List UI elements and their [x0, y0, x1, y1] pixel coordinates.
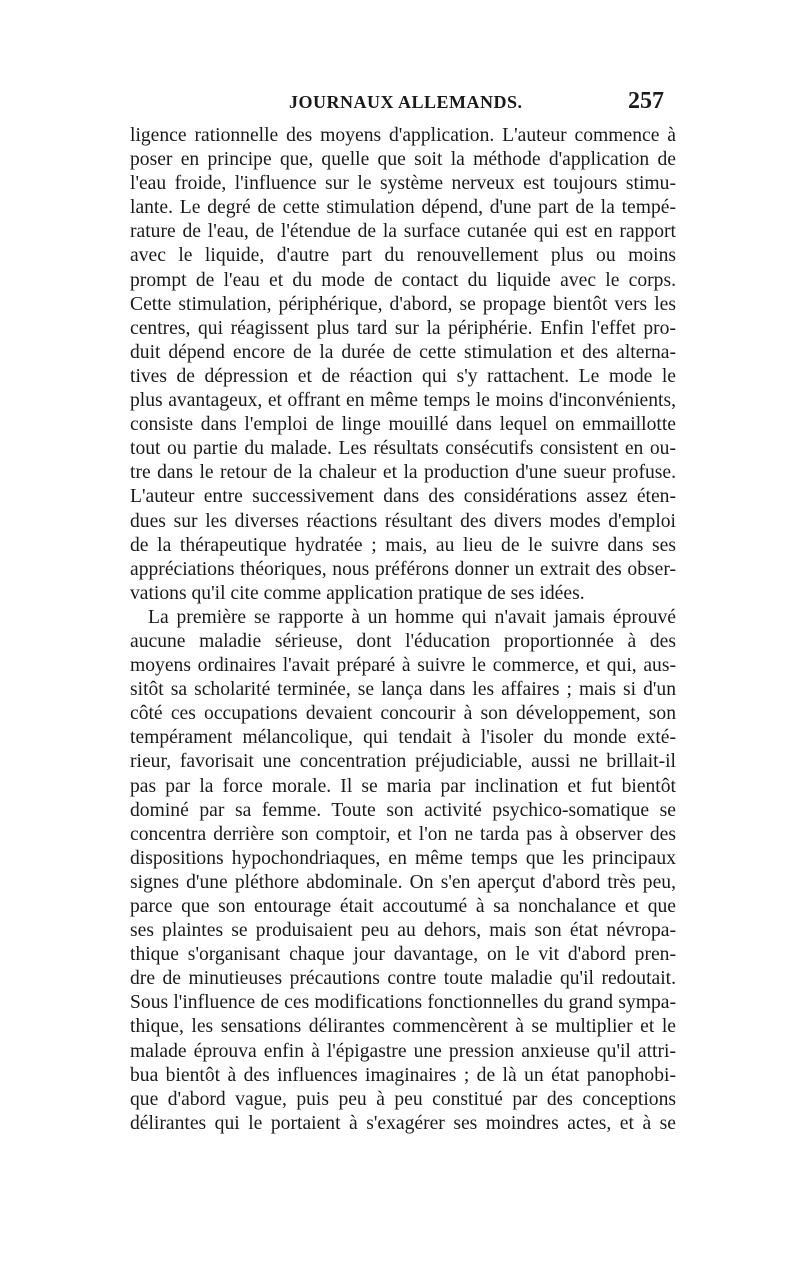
text-line: de la thérapeutique hydratée ; mais, au lieu de le suivre dans ses — [130, 534, 676, 556]
text-line: vations qu'il cite comme application pratique de ses idées. — [130, 582, 585, 604]
text-line: centres, qui réagissent plus tard sur la périphérie. Enfin l'effet pro- — [130, 317, 676, 339]
text-line: lante. Le degré de cette stimulation dépend, d'une part de la tempé- — [130, 197, 676, 219]
text-line: l'eau froide, l'influence sur le système nerveux est toujours stimu- — [130, 173, 676, 195]
text-line: rieur, favorisait une concentration préjudiciable, aussi ne brillait-il — [130, 751, 676, 773]
text-line: délirantes qui le portaient à s'exagérer ses moindres actes, et à se — [130, 1112, 676, 1134]
text-line: L'auteur entre successivement dans des considérations assez éten- — [130, 486, 676, 508]
text-line: côté ces occupations devaient concourir à son développement, son — [130, 703, 676, 725]
page-number: 257 — [628, 88, 664, 114]
text-line: tout ou partie du malade. Les résultats consécutifs consistent en ou- — [130, 438, 676, 460]
text-line: parce que son entourage était accoutumé à sa nonchalance et que — [130, 896, 676, 917]
paragraph-1 — [130, 124, 676, 606]
text-line: thique, les sensations délirantes commencèrent à se multiplier et le — [130, 1016, 676, 1038]
text-line: Sous l'influence de ces modifications fonctionnelles du grand sympa- — [130, 992, 676, 1014]
text-line: aucune maladie sérieuse, dont l'éducation proportionnée à des — [130, 630, 676, 652]
text-line: dues sur les diverses réactions résultant des divers modes d'emploi — [130, 510, 676, 532]
text-line: prompt de l'eau et du mode de contact du liquide avec le corps. — [130, 269, 676, 291]
text-line: rature de l'eau, de l'étendue de la surface cutanée qui est en rapport — [130, 221, 676, 243]
text-line: ligence rationnelle des moyens d'application. L'auteur commence à — [130, 125, 676, 146]
text-line: signes d'une pléthore abdominale. On s'en aperçut d'abord très peu, — [130, 871, 676, 893]
text-line: tives de dépression et de réaction qui s'y rattachent. Le mode le — [130, 365, 676, 387]
running-title: JOURNAUX ALLEMANDS. — [289, 92, 523, 112]
text-line: moyens ordinaires l'avait préparé à suivre le commerce, et qui, aus- — [130, 655, 676, 677]
text-line: duit dépend encore de la durée de cette stimulation et des alterna- — [130, 341, 676, 363]
text-line: concentra derrière son comptoir, et l'on ne tarda pas à observer des — [130, 823, 676, 845]
text-line: avec le liquide, d'autre part du renouvellement plus ou moins — [130, 245, 676, 267]
text-line: que d'abord vague, puis peu à peu constitué par des conceptions — [130, 1088, 676, 1110]
text-line: thique s'organisant chaque jour davantage, on le vit d'abord pren- — [130, 944, 676, 966]
text-line: tre dans le retour de la chaleur et la production d'une sueur profuse. — [130, 462, 676, 484]
text-line: Cette stimulation, périphérique, d'abord, se propage bientôt vers les — [130, 293, 676, 315]
text-line: pas par la force morale. Il se maria par inclination et fut bientôt — [130, 775, 676, 797]
text-line: dominé par sa femme. Toute son activité psychico-somatique se — [130, 799, 676, 821]
text-line: malade éprouva enfin à l'épigastre une pression anxieuse qu'il attri- — [130, 1040, 676, 1062]
text-line: dre de minutieuses précautions contre toute maladie qu'il redoutait. — [130, 968, 676, 990]
text-line: appréciations théoriques, nous préférons donner un extrait des obser- — [130, 558, 676, 580]
text-line: dispositions hypochondriaques, en même temps que les principaux — [130, 847, 676, 869]
text-line: sitôt sa scholarité terminée, se lança dans les affaires ; mais si d'un — [130, 679, 676, 701]
text-line: plus avantageux, et offrant en même temps le moins d'inconvénients, — [130, 390, 676, 412]
text-line: tempérament mélancolique, qui tendait à l'isoler du monde exté- — [130, 727, 676, 749]
text-line: ses plaintes se produisaient peu au dehors, mais son état névropa- — [130, 920, 676, 942]
running-header — [129, 88, 664, 120]
text-line: consiste dans l'emploi de linge mouillé dans lequel on emmaillotte — [130, 414, 676, 436]
text-line: bua bientôt à des influences imaginaires ; de là un état panophobi- — [130, 1064, 676, 1086]
paragraph-2 — [130, 606, 676, 1136]
text-line: La première se rapporte à un homme qui n'avait jamais éprouvé — [148, 606, 676, 628]
body-text — [130, 124, 676, 1136]
text-line: poser en principe que, quelle que soit la méthode d'application de — [130, 149, 676, 171]
